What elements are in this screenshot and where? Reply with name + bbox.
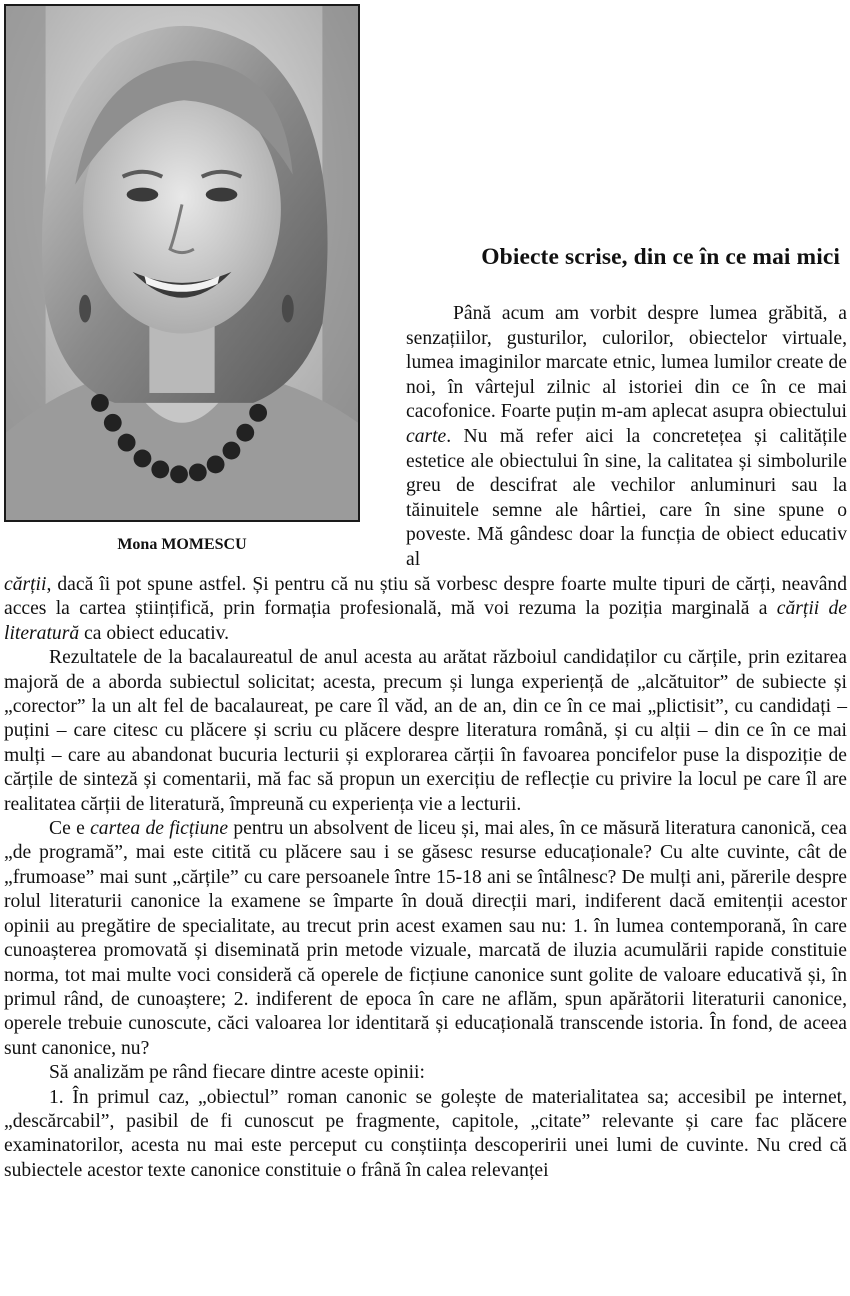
italic-term-carte: carte [406,425,447,447]
text-segment: . Nu mă refer aici la concretețea și calitățile estetice ale obiectului în sine, la calitatea și simbolurile greu de descifrat ale vechilor anluminuri sau la tăinuitele semne ale hârtiei, care în sine spune o poveste. Mă gândesc doar la funcția de obiect educativ al [406,425,847,570]
portrait-image [6,6,358,520]
text-segment: , dacă îi pot spune astfel. Și pentru că nu știu să vorbesc despre foarte multe tipuri de cărți, neavând acces la cartea științifică, prin formația profesională, mă voi rezuma la poziția marginală a [4,574,847,620]
article-title: Obiecte scrise, din ce în ce mai mici [481,244,840,270]
italic-term-carte-literatura: cărții de literatură [4,598,848,644]
article-paragraph-intro-continued [4,573,847,646]
italic-term-ficiune: cartea de ficțiune [90,818,229,840]
italic-term-cartii: cărții [4,574,47,595]
article-paragraph [4,817,847,1061]
author-photo [4,4,360,522]
text-segment: Ce e [49,818,91,840]
article-paragraph: 1. În primul caz, „obiectul” roman canonic se golește de materialitatea sa; accesibil pe internet, „descărcabil”, pasibil de fi cunoscut pe fragmente, capitole, „citate” relevante și care fac plăcere examinatorilor, acesta nu mai este perceput cu conștiința descoperirii unei lumi de cuvinte. Nu cred că subiectele acestor texte canonice constituie o frână în calea relevanței [4,1086,847,1181]
article-body [4,573,847,1183]
text-segment: ca obiect educativ. [79,622,230,644]
text-segment: Până acum am vorbit despre lumea grăbită, a senzațiilor, gusturilor, culorilor, obiectelor virtuale, lumea imaginilor marcate etnic, lumea lumilor create de noi, în vârtejul zilnic al istoriei din ce în ce mai cacofonice. Foarte puțin m-am aplecat asupra obiectului [406,303,847,423]
article-paragraph-intro [406,302,847,573]
article-paragraph: Să analizăm pe rând fiecare dintre aceste opinii: [49,1062,425,1084]
photo-caption: Mona MOMESCU [117,536,247,553]
article-paragraph: Rezultatele de la bacalaureatul de anul acesta au arătat războiul candidaților cu cărțile, prin ezitarea majoră de a aborda subiectul solicitat; acesta, precum și lunga experiență de „alcătuitor” de subiecte și „corector” la un alt fel de bacalaureat, pe care îl văd, an de an, din ce în ce mai „plictisit”, cu candidați – puțini – care citesc cu plăcere și scriu cu plăcere despre literatura română, și cu alții – din ce în ce mai mulți – care au abandonat bucuria lecturii și explorarea cărții în favoarea poncifelor puse la dispoziție de cărțile de sinteză și comentarii, mă fac să propun un exercițiu de reflecție cu privire la locul pe care îl are realitatea cărții de literatură, împreună cu experiența vie a lecturii. [4,647,847,815]
text-segment: pentru un absolvent de liceu și, mai ales, în ce măsură literatura canonică, cea „de programă”, mai este citită cu plăcere sau i se găsesc resurse educaționale? Cu alte cuvinte, cât de „frumoase” mai sunt „cărțile” cu care persoanele între 15-18 ani se întâlnesc? De mulți ani, părerile despre rolul literaturii canonice la examene se împarte în două direcții mari, indiferent dacă emitenții acestor opinii au pregătire de specialitate, au trecut prin acest examen sau nu: 1. în lumea contemporană, în care cunoașterea promovată și diseminată prin metode vizuale, marcată de iluzia acumulării rapide constituie norma, tot mai multe voci consideră că operele de ficțiune canonice sunt golite de valoare educativă și, în primul rând, de cunoaștere; 2. indiferent de epoca în care ne aflăm, spun apărătorii literaturii canonice, operele trebuie cunoscute, căci valoarea lor identitară și educațională transcende istoria. În fond, de aceea sunt canonice, nu? [4,818,848,1059]
